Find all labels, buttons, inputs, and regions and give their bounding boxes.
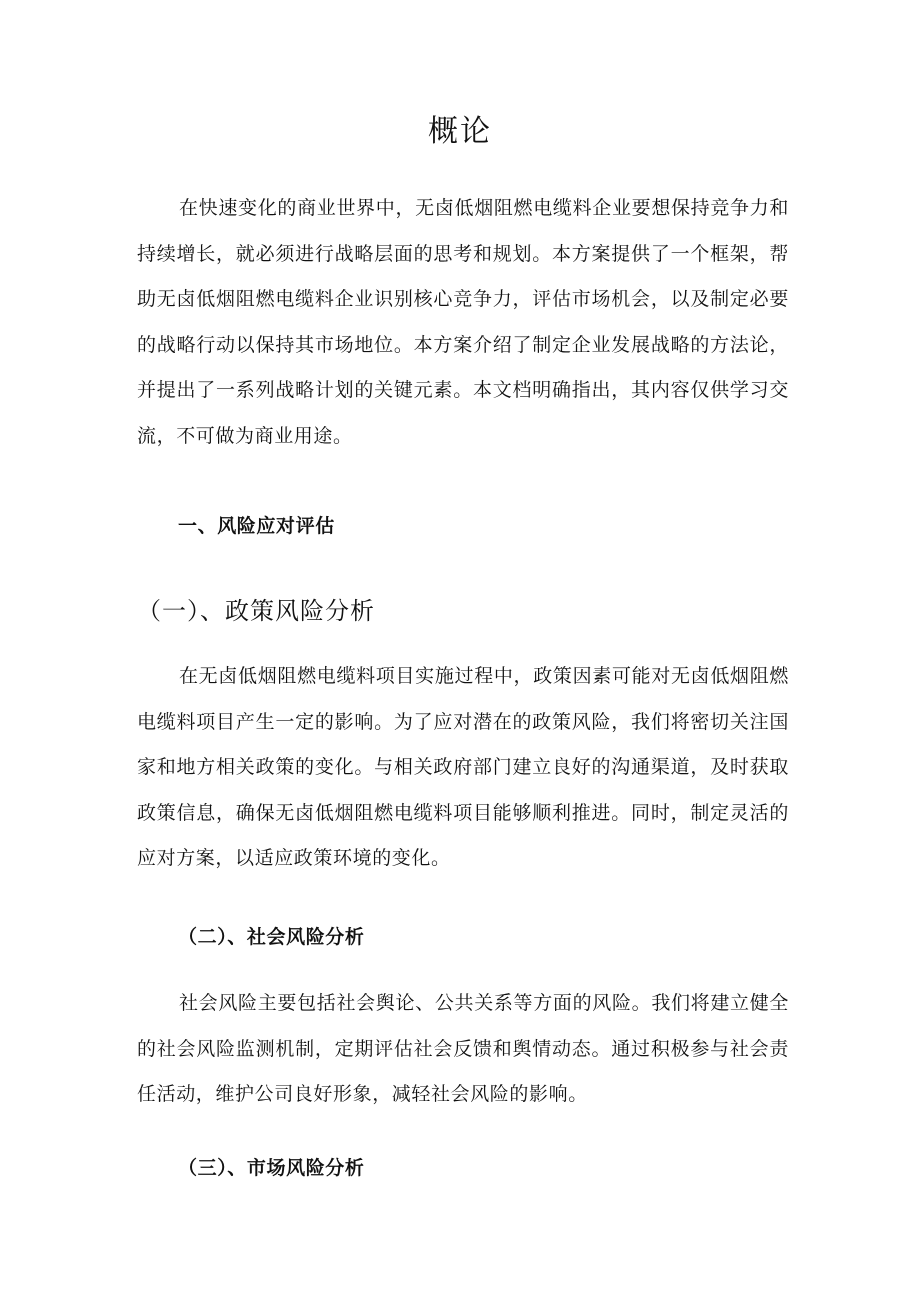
subsection-heading-market-risk: （三）、市场风险分析 bbox=[178, 1157, 365, 1179]
social-risk-paragraph: 社会风险主要包括社会舆论、公共关系等方面的风险。我们将建立健全的社会风险监测机制，定期评估社会反馈和舆情动态。通过积极参与社会责任活动，维护公司良好形象，减轻社会风险的影响。 bbox=[137, 992, 789, 1105]
document-title: 概论 bbox=[428, 114, 492, 149]
subsection-heading-social-risk: （二）、社会风险分析 bbox=[178, 926, 365, 948]
section-heading-risk-assessment: 一、风险应对评估 bbox=[178, 515, 335, 537]
policy-risk-paragraph: 在无卤低烟阻燃电缆料项目实施过程中，政策因素可能对无卤低烟阻燃电缆料项目产生一定的影响。为了应对潜在的政策风险，我们将密切关注国家和地方相关政策的变化。与相关政府部门建立良好的沟通渠道，及时获取政策信息，确保无卤低烟阻燃电缆料项目能够顺利推进。同时，制定灵活的应对方案，以适应政策环境的变化。 bbox=[137, 665, 789, 869]
subsection-heading-policy-risk: （一）、政策风险分析 bbox=[137, 597, 375, 625]
intro-paragraph: 在快速变化的商业世界中，无卤低烟阻燃电缆料企业要想保持竞争力和持续增长，就必须进行战略层面的思考和规划。本方案提供了一个框架，帮助无卤低烟阻燃电缆料企业识别核心竞争力，评估市场机会，以及制定必要的战略行动以保持其市场地位。本方案介绍了制定企业发展战略的方法论，并提出了一系列战略计划的关键元素。本文档明确指出，其内容仅供学习交流，不可做为商业用途。 bbox=[137, 197, 789, 447]
